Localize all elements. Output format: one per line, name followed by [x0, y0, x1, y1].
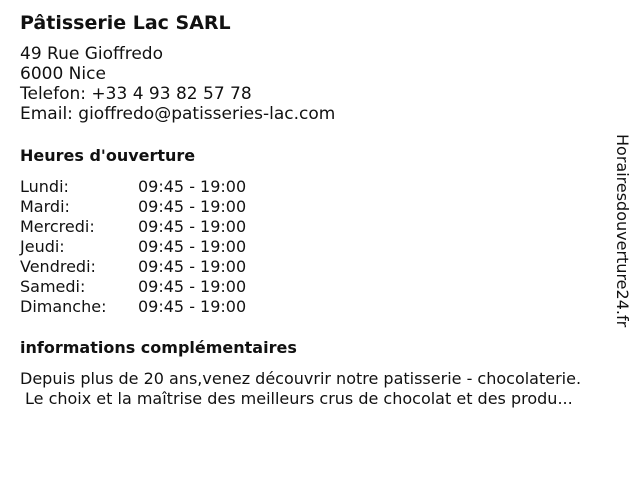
day-label: Mercredi:	[20, 217, 95, 236]
business-card	[20, 10, 620, 409]
email-address: Email: gioffredo@patisseries-lac.com	[20, 104, 336, 124]
info-description	[20, 369, 620, 409]
day-label: Jeudi:	[20, 237, 65, 256]
hours-row-friday	[20, 257, 620, 277]
day-label: Dimanche:	[20, 297, 107, 316]
time-range: 09:45 - 19:00	[138, 217, 247, 236]
info-line-2: Le choix et la maîtrise des meilleurs crus de chocolat et des produ...	[25, 389, 573, 408]
hours-row-wednesday	[20, 217, 620, 237]
opening-hours-list	[20, 177, 620, 317]
day-label: Lundi:	[20, 177, 69, 196]
city: 6000 Nice	[20, 64, 106, 84]
hours-row-tuesday	[20, 197, 620, 217]
time-range: 09:45 - 19:00	[138, 257, 247, 276]
hours-row-saturday	[20, 277, 620, 297]
info-heading: informations complémentaires	[20, 338, 297, 357]
time-range: 09:45 - 19:00	[138, 237, 247, 256]
hours-row-monday	[20, 177, 620, 197]
site-watermark: Horairesdouverture24.fr	[613, 134, 632, 328]
phone-number: Telefon: +33 4 93 82 57 78	[20, 84, 252, 104]
info-line-1: Depuis plus de 20 ans,venez découvrir notre patisserie - chocolaterie.	[20, 369, 582, 388]
day-label: Samedi:	[20, 277, 86, 296]
time-range: 09:45 - 19:00	[138, 177, 247, 196]
shop-name: Pâtisserie Lac SARL	[20, 12, 231, 34]
street-address: 49 Rue Gioffredo	[20, 44, 163, 64]
time-range: 09:45 - 19:00	[138, 297, 247, 316]
time-range: 09:45 - 19:00	[138, 277, 247, 296]
address-block	[20, 44, 620, 124]
day-label: Mardi:	[20, 197, 70, 216]
hours-row-sunday	[20, 297, 620, 317]
hours-heading: Heures d'ouverture	[20, 146, 196, 165]
hours-row-thursday	[20, 237, 620, 257]
time-range: 09:45 - 19:00	[138, 197, 247, 216]
day-label: Vendredi:	[20, 257, 96, 276]
